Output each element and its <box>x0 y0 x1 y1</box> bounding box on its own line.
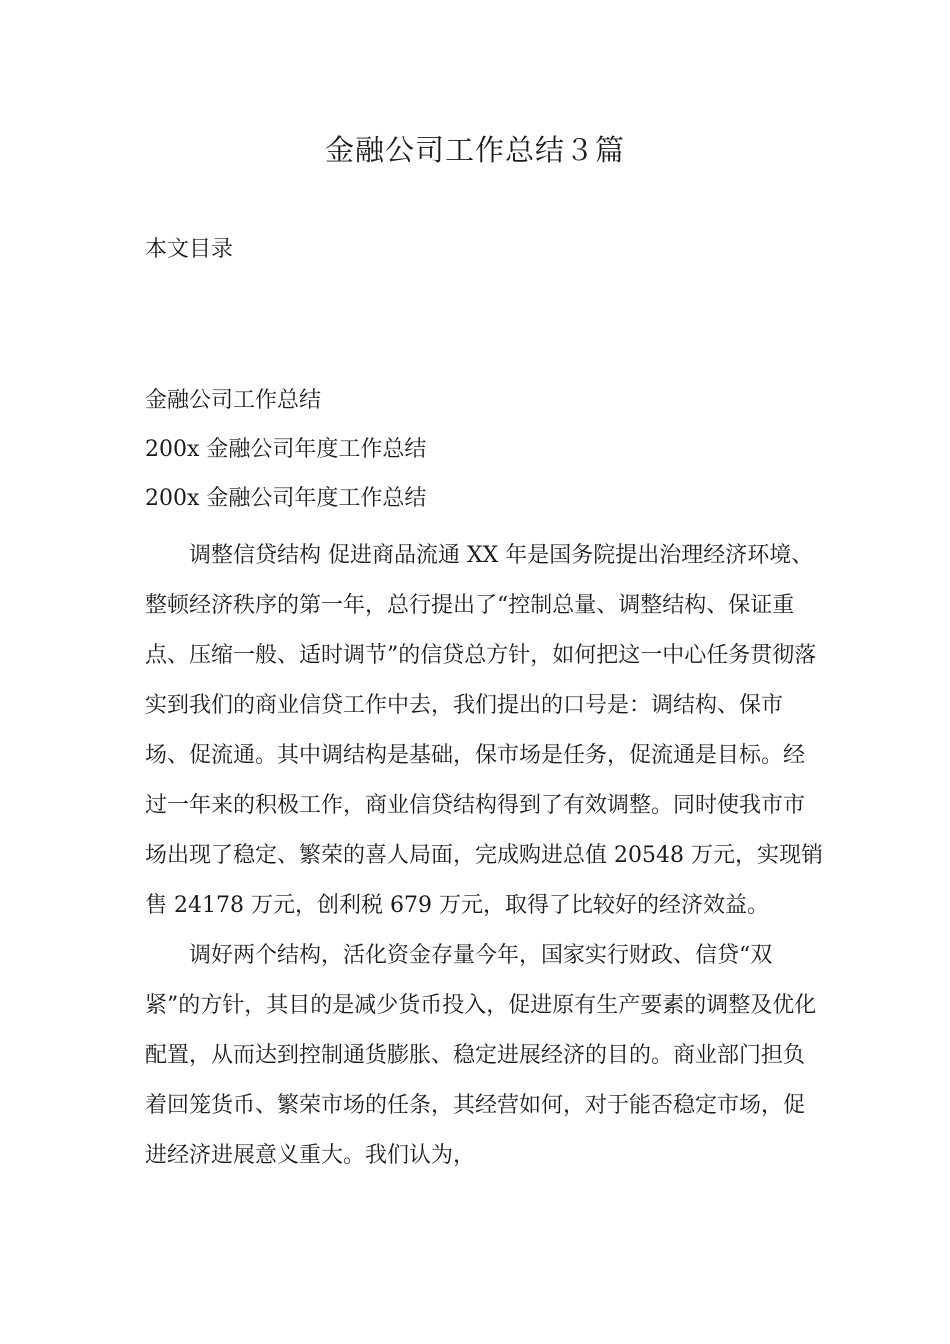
body-paragraph: 调好两个结构，活化资金存量今年，国家实行财政、信贷“双紧”的方针，其目的是减少货币投入，促进原有生产要素的调整及优化配置，从而达到控制通货膨胀、稳定进展经济的目的。商业部门担负着回笼货币、繁荣市场的任条，其经营如何，对于能否稳定市场，促进经济进展意义重大。我们认为， <box>145 943 817 1168</box>
body-paragraph: 调整信贷结构 促进商品流通 XX 年是国务院提出治理经济环境、整顿经济秩序的第一年，总行提出了“控制总量、调整结构、保证重点、压缩一般、适时调节”的信贷总方针，如何把这一中心任务贯彻落实到我们的商业信贷工作中去，我们提出的口号是：调结构、保市场、促流通。其中调结构是基础，保市场是任务，促流通是目标。经过一年来的积极工作，商业信贷结构得到了有效调整。同时使我市市场出现了稳定、繁荣的喜人局面，完成购进总值 20548 万元，实现销售 24178 万元，创利税 679 万元，取得了比较好的经济效益。 <box>145 543 823 918</box>
toc-list <box>145 384 426 531</box>
toc-item: 金融公司工作总结 <box>145 388 322 413</box>
toc-item: 200x 金融公司年度工作总结 <box>145 437 427 462</box>
document-title: 金融公司工作总结３篇 <box>324 133 625 167</box>
toc-item: 200x 金融公司年度工作总结 <box>145 486 427 511</box>
toc-heading: 本文目录 <box>145 237 234 262</box>
body-text <box>145 531 825 1181</box>
